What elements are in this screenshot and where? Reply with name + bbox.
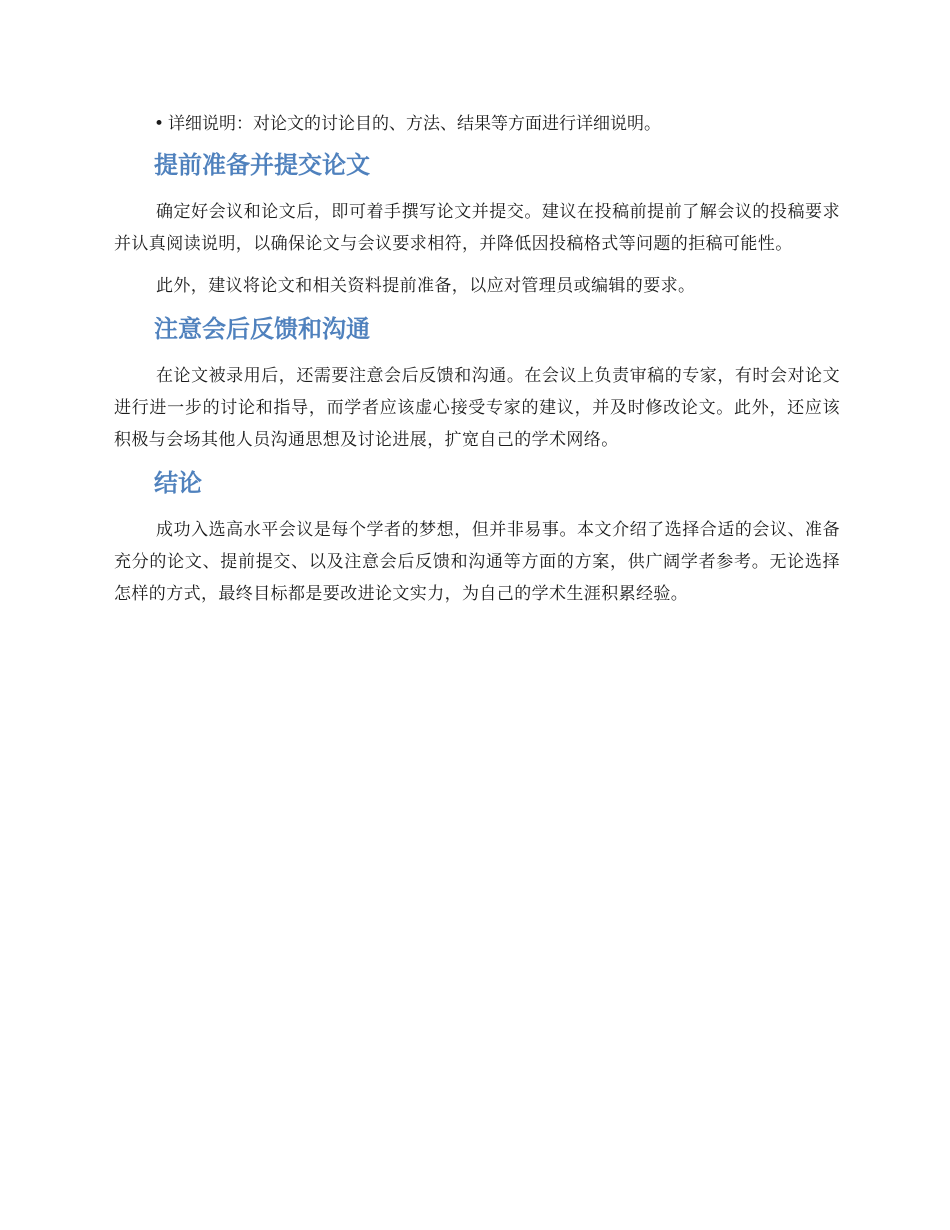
bullet-icon: • [154,114,165,134]
section-heading-conclusion: 结论 [154,469,202,497]
section-heading-prepare-submit: 提前准备并提交论文 [154,151,370,179]
section-paragraph: 此外，建议将论文和相关资料提前准备，以应对管理员或编辑的要求。 [156,276,696,296]
section-paragraph: 成功入选高水平会议是每个学者的梦想，但并非易事。本文介绍了选择合适的会议、准备充分的论文、提前提交、以及注意会后反馈和沟通等方面的方案，供广阔学者参考。无论选择怎样的方式，最终目标都是要改进论文实力，为自己的学术生涯积累经验。 [114,520,840,604]
section-paragraph: 在论文被录用后，还需要注意会后反馈和沟通。在会议上负责审稿的专家，有时会对论文进行进一步的讨论和指导，而学者应该虚心接受专家的建议，并及时修改论文。此外，还应该积极与会场其他人员沟通思想及讨论进展，扩宽自己的学术网络。 [114,366,840,450]
section-heading-feedback: 注意会后反馈和沟通 [154,315,370,343]
section-paragraph: 确定好会议和论文后，即可着手撰写论文并提交。建议在投稿前提前了解会议的投稿要求并认真阅读说明，以确保论文与会议要求相符，并降低因投稿格式等问题的拒稿可能性。 [114,202,840,254]
bullet-item-text: 详细说明：对论文的讨论目的、方法、结果等方面进行详细说明。 [168,114,661,134]
document-page [114,108,840,620]
bullet-item [154,108,840,140]
